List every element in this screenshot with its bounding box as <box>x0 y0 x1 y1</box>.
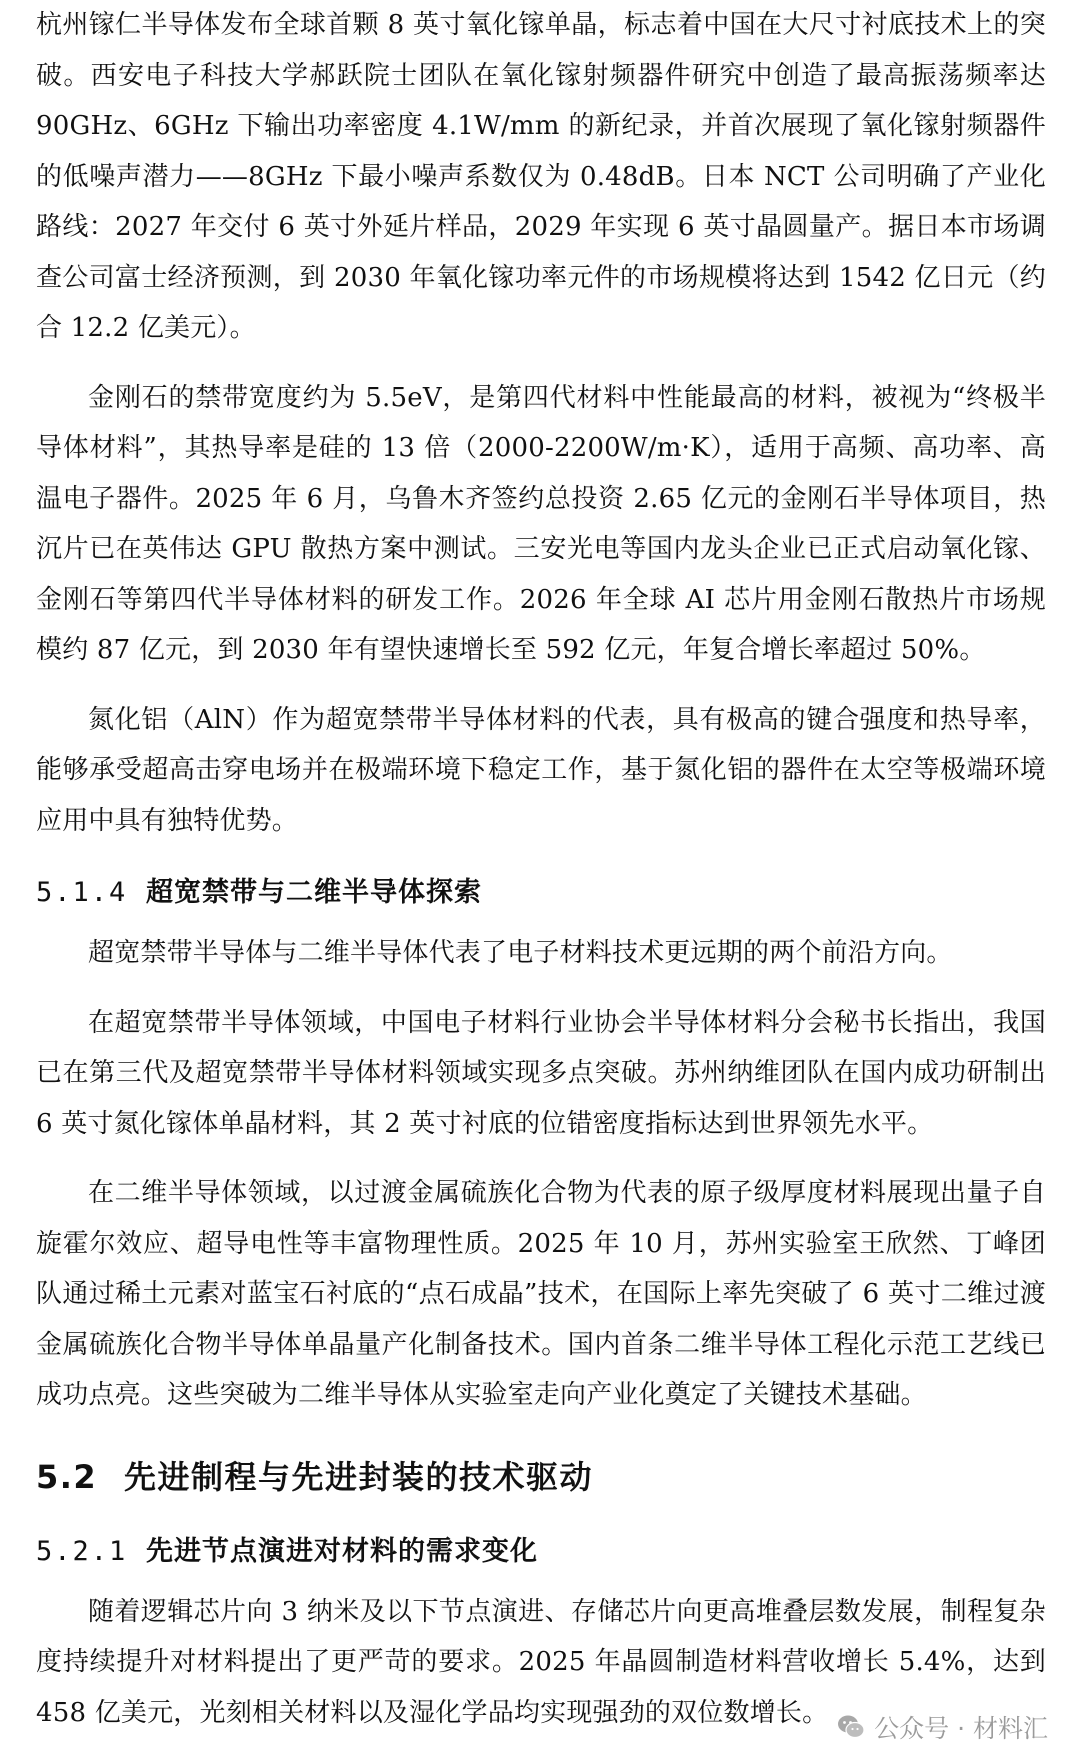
body-paragraph: 超宽禁带半导体与二维半导体代表了电子材料技术更远期的两个前沿方向。 <box>88 938 953 968</box>
body-paragraph: 随着逻辑芯片向 3 纳米及以下节点演进、存储芯片向更高堆叠层数发展，制程复杂度持续提升对材料提出了更严苛的要求。2025 年晶圆制造材料营收增长 5.4%，达到 458 亿美元，光刻相关材料以及湿化学品均实现强劲的双位数增长。 <box>36 1596 1046 1728</box>
wechat-icon <box>836 1712 866 1742</box>
section-heading-5-2 <box>36 1449 1046 1505</box>
watermark <box>830 1707 1054 1747</box>
section-number: 5.1.4 <box>36 877 128 908</box>
section-number: 5.2 <box>36 1457 98 1496</box>
section-title: 先进制程与先进封装的技术驱动 <box>124 1457 594 1496</box>
section-heading-5-2-1 <box>36 1527 1046 1577</box>
body-paragraph: 在二维半导体领域，以过渡金属硫族化合物为代表的原子级厚度材料展现出量子自旋霍尔效应、超导电性等丰富物理性质。2025 年 10 月，苏州实验室王欣然、丁峰团队通过稀土元素对蓝宝石衬底的“点石成晶”技术，在国际上率先突破了 6 英寸二维过渡金属硫族化合物半导体单晶量产化制备技术。国内首条二维半导体工程化示范工艺线已成功点亮。这些突破为二维半导体从实验室走向产业化奠定了关键技术基础。 <box>36 1178 1046 1410</box>
section-title: 超宽禁带与二维半导体探索 <box>146 877 482 908</box>
body-paragraph: 氮化铝（AlN）作为超宽禁带半导体材料的代表，具有极高的键合强度和热导率，能够承受超高击穿电场并在极端环境下稳定工作，基于氮化铝的器件在太空等极端环境应用中具有独特优势。 <box>36 704 1046 836</box>
watermark-text: 公众号 · 材料汇 <box>874 1714 1048 1743</box>
document-page <box>36 0 1046 1738</box>
body-paragraph: 杭州镓仁半导体发布全球首颗 8 英寸氧化镓单晶，标志着中国在大尺寸衬底技术上的突破。西安电子科技大学郝跃院士团队在氧化镓射频器件研究中创造了最高振荡频率达 90GHz、6GHz 下输出功率密度 4.1W/mm 的新纪录，并首次展现了氧化镓射频器件的低噪声潜力——8GHz 下最小噪声系数仅为 0.48dB。日本 NCT 公司明确了产业化路线：2027 年交付 6 英寸外延片样品，2029 年实现 6 英寸晶圆量产。据日本市场调查公司富士经济预测，到 2030 年氧化镓功率元件的市场规模将达到 1542 亿日元（约合 12.2 亿美元）。 <box>36 10 1046 343</box>
section-title: 先进节点演进对材料的需求变化 <box>146 1535 538 1567</box>
section-number: 5.2.1 <box>36 1535 128 1567</box>
section-heading-5-1-4 <box>36 868 1046 918</box>
body-paragraph: 金刚石的禁带宽度约为 5.5eV，是第四代材料中性能最高的材料，被视为“终极半导体材料”，其热导率是硅的 13 倍（2000-2200W/m·K），适用于高频、高功率、高温电子器件。2025 年 6 月，乌鲁木齐签约总投资 2.65 亿元的金刚石半导体项目，热沉片已在英伟达 GPU 散热方案中测试。三安光电等国内龙头企业已正式启动氧化镓、金刚石等第四代半导体材料的研发工作。2026 年全球 AI 芯片用金刚石散热片市场规模约 87 亿元，到 2030 年有望快速增长至 592 亿元，年复合增长率超过 50%。 <box>36 382 1046 665</box>
body-paragraph: 在超宽禁带半导体领域，中国电子材料行业协会半导体材料分会秘书长指出，我国已在第三代及超宽禁带半导体材料领域实现多点突破。苏州纳维团队在国内成功研制出 6 英寸氮化镓体单晶材料，其 2 英寸衬底的位错密度指标达到世界领先水平。 <box>36 1007 1046 1139</box>
